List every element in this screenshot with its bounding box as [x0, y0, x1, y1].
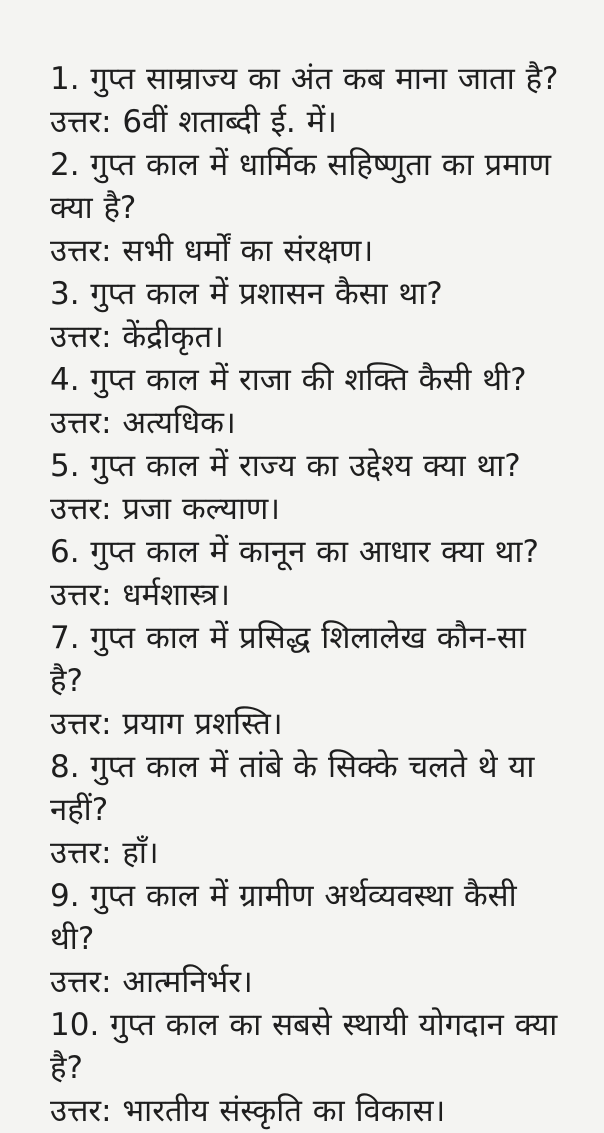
qa-item-4 — [50, 359, 564, 445]
answer-text: उत्तर: धर्मशास्त्र। — [50, 577, 231, 613]
qa-item-9 — [50, 875, 564, 1004]
qa-item-3 — [50, 273, 564, 359]
question-text: 8. गुप्त काल में तांबे के सिक्के चलते थे या नहीं? — [50, 749, 535, 828]
qa-item-6 — [50, 531, 564, 617]
question-text: 5. गुप्त काल में राज्य का उद्देश्य क्या था? — [50, 448, 521, 484]
answer-text: उत्तर: हाँ। — [50, 835, 159, 871]
question-text: 10. गुप्त काल का सबसे स्थायी योगदान क्या है? — [50, 1007, 558, 1086]
question-text: 4. गुप्त काल में राजा की शक्ति कैसी थी? — [50, 362, 527, 398]
answer-text: उत्तर: भारतीय संस्कृति का विकास। — [50, 1093, 446, 1129]
question-text: 9. गुप्त काल में ग्रामीण अर्थव्यवस्था कैसी थी? — [50, 878, 517, 957]
question-text: 1. गुप्त साम्राज्य का अंत कब माना जाता है? — [50, 61, 559, 97]
question-text: 3. गुप्त काल में प्रशासन कैसा था? — [50, 276, 443, 312]
answer-text: उत्तर: प्रजा कल्याण। — [50, 491, 281, 527]
question-text: 7. गुप्त काल में प्रसिद्ध शिलालेख कौन-सा है? — [50, 620, 526, 699]
answer-text: उत्तर: सभी धर्मों का संरक्षण। — [50, 233, 374, 269]
answer-text: उत्तर: अत्यधिक। — [50, 405, 236, 441]
qa-item-2 — [50, 144, 564, 273]
qa-item-7 — [50, 617, 564, 746]
qa-item-1 — [50, 58, 564, 144]
qa-item-10 — [50, 1004, 564, 1133]
question-text: 2. गुप्त काल में धार्मिक सहिष्णुता का प्रमाण क्या है? — [50, 147, 552, 226]
answer-text: उत्तर: आत्मनिर्भर। — [50, 964, 253, 1000]
qa-item-8 — [50, 746, 564, 875]
answer-text: उत्तर: 6वीं शताब्दी ई. में। — [50, 104, 337, 140]
qa-item-5 — [50, 445, 564, 531]
answer-text: उत्तर: केंद्रीकृत। — [50, 319, 224, 355]
answer-text: उत्तर: प्रयाग प्रशस्ति। — [50, 706, 283, 742]
question-text: 6. गुप्त काल में कानून का आधार क्या था? — [50, 534, 539, 570]
